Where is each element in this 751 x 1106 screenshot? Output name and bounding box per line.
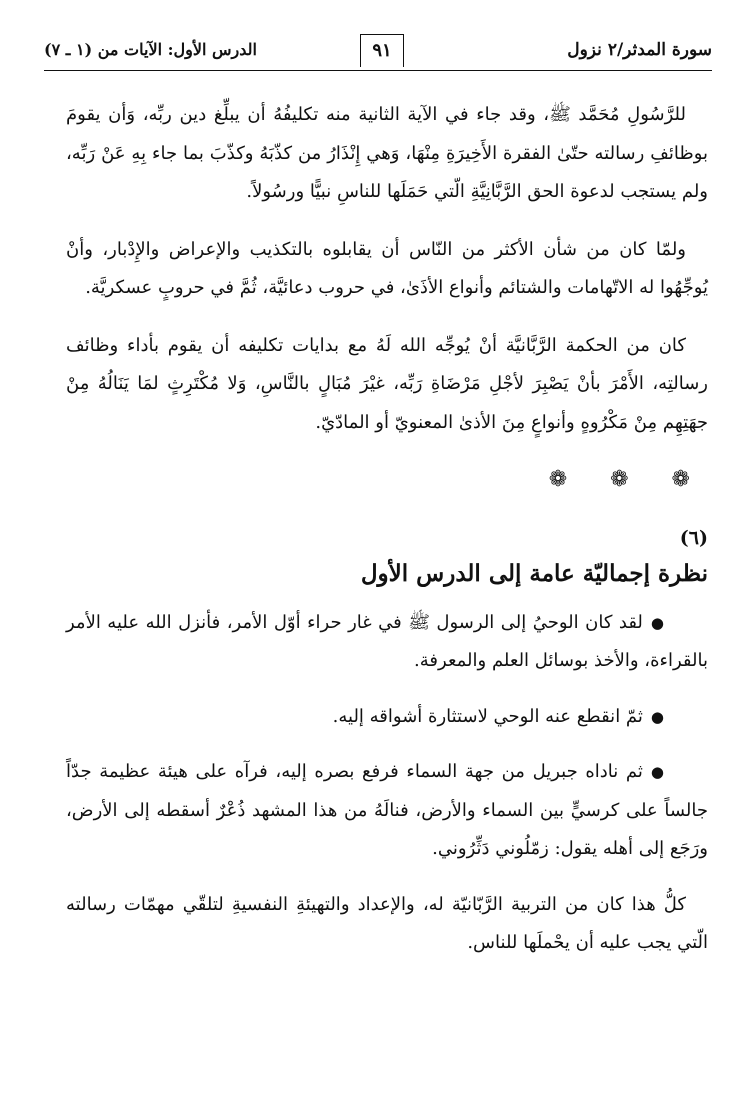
paragraph-1: للرَّسُولِ مُحَمَّد ﷺ، وقد جاء في الآية الثانية منه تكليفُهُ أن يبلِّغ دين ربِّه، وَأن يقومَ بوظائفِ رسالته حتّىٰ الفقرة الأَخِيرَةِ مِنْهَا، وَهي إِنْذَارُ من كذّبَهُ وكذّبَ بما جاء بِهِ عَنْ رَبِّه، ولم يستجب لدعوة الحق الرَّبَّانِيَّةِ الّتي حَمَلَها للناسِ نبيًّا ورسُولاً. [66,104,708,202]
page-body [66,96,708,982]
bullet-icon: ● [650,763,664,781]
section-number: (٦) [679,526,708,549]
list-item [66,753,708,869]
section-divider-ornaments: ❁ ❁ ❁ [548,467,708,492]
page-header [44,30,712,74]
page-number: ٩١ [360,34,404,67]
header-rule [44,70,712,71]
section-title: نظرة إجماليّة عامة إلى الدرس الأول [360,559,708,587]
list-item [66,698,708,737]
paragraph-3: كان من الحكمة الرَّبَّانيَّة أنْ يُوجِّه الله لَهُ مع بدايات تكليفه أن يقوم بأداء وظائف رسالتِه، الأَمْرَ بأنْ يَصْبِرَ لأجْلِ مَرْضَاةِ رَبِّه، غيْرَ مُبَالٍ بالنَّاسِ، وَلا مُكْتَرِثٍ لمَا يَنَالُهُ مِنْ جهَتِهِم مِنْ مَكْرُوهٍ وأنواعٍ مِنَ الأذىٰ المعنويّ أو المادّيّ. [66,334,708,433]
list-item-text: لقد كان الوحيُ إلى الرسول ﷺ في غار حراء أوّل الأمر، فأنزل الله عليه الأمر بالقراءة، والأخذ بوسائل العلم والمعرفة. [66,611,708,671]
lesson-running-title: الدرس الأول: الآيات من (١ ـ ٧) [44,40,257,59]
closing-paragraph: كلُّ هذا كان من التربية الرَّبّانيّة له، والإعداد والتهيئةِ النفسيةِ لتلقّي مهمّات رسالته الّتي يجب عليه أن يحْملَها للناس. [66,893,708,953]
bullet-icon: ● [650,613,664,632]
list-item-text: ثم ناداه جبريل من جهة السماء فرفع بصره إليه، فرآه على هيئة عظيمة جدّاً جالساً على كرسيٍّ بين السماء والأرض، فنالَهُ من هذا المشهد ذُعْرٌ أسقطه إلى الأرض، ورَجَع إلى أهله يقول: زمّلُوني دَثِّرُوني. [66,761,708,859]
list-item-text: ثمّ انقطع عنه الوحي لاستثارة أشواقه إليه. [332,705,643,727]
paragraph-2: ولمّا كان من شأن الأكثر من النّاس أن يقابلوه بالتكذيب والإعراض والإِدْبار، وأنْ يُوجِّهُوا له الاتّهامات والشتائم وأنواع الأذَىٰ، في حروب دعائيَّة، ثُمَّ في حروبٍ عسكريَّة. [66,238,708,298]
bullet-icon: ● [650,707,664,726]
surah-running-title: سورة المدثر/٢ نزول [567,40,712,60]
list-item [66,604,708,681]
